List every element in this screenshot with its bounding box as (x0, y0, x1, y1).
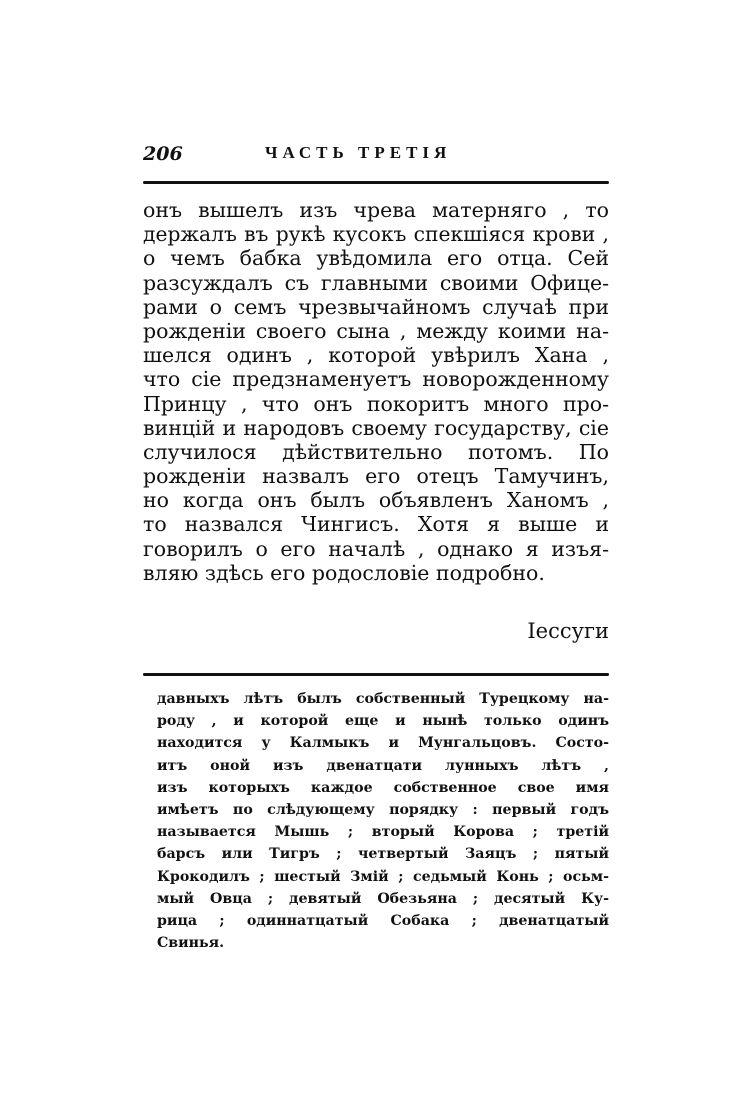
text-line: что сіе предзнаменуетъ новорожденному (143, 367, 609, 392)
text-line: то назвался Чингисъ. Хотя я выше и (143, 512, 609, 537)
text-line: говорилъ о его началѣ , однако я изъя- (143, 536, 609, 561)
text-line: онъ вышелъ изъ чрева матерняго , то (143, 198, 609, 222)
text-line: Принцу , что онъ покоритъ много про- (143, 391, 609, 416)
footnote-line: барсъ или Тигръ ; четвертый Заяцъ ; пятый (157, 846, 609, 863)
footnote-line: имѣетъ по слѣдующему порядку : первый годъ (157, 801, 609, 818)
catchword: Іессуги (527, 619, 609, 643)
text-line: держалъ въ рукѣ кусокъ спекшіяся крови , (143, 222, 609, 247)
footnote-line: роду , и которой еще и нынѣ только одинъ (157, 713, 609, 730)
footnote-line: Свинья. (157, 935, 225, 952)
text-line: вляю здѣсь его родословіе подробно. (143, 560, 545, 585)
footnote (157, 688, 609, 954)
footnote-line: называется Мышь ; вторый Корова ; третій (157, 824, 609, 841)
text-line: рами о семъ чрезвычайномъ случаѣ при (143, 294, 609, 319)
footnote-line: Крокодилъ ; шестый Змій ; седьмый Конь ; осьм- (157, 868, 609, 885)
text-line: случилося дѣйствительно потомъ. По (143, 439, 609, 464)
footnote-line: рица ; одиннатцатый Собака ; двенатцатый (157, 912, 609, 929)
text-line: разсуждалъ съ главными своими Офице- (143, 270, 609, 295)
section-title: ЧАСТЬ ТРЕТІЯ (265, 143, 452, 162)
footnote-line: давныхъ лѣтъ былъ собственный Турецкому на- (157, 691, 609, 707)
footnote-rule (143, 673, 609, 676)
main-text (143, 198, 609, 585)
header-rule (143, 181, 609, 184)
running-head (143, 143, 609, 167)
text-line: но когда онъ былъ объявленъ Ханомъ , (143, 488, 609, 513)
text-line: шелся одинъ , которой увѣрилъ Хана , (143, 343, 609, 368)
footnote-line: изъ которыхъ каждое собственное свое имя (157, 779, 609, 796)
page-number: 206 (143, 143, 183, 165)
footnote-line: итъ оной изъ двенатцати лунныхъ лѣтъ , (157, 757, 609, 774)
footnote-line: мый Овца ; девятый Обезьяна ; десятый Ку- (157, 890, 609, 907)
text-line: о чемъ бабка увѣдомила его отца. Сей (143, 246, 609, 271)
text-line: винцій и народовъ своему государству, сіе (143, 415, 609, 440)
text-line: рожденіи своего сына , между коими на- (143, 318, 609, 343)
text-line: рожденіи назвалъ его отецъ Тамучинъ, (143, 464, 609, 489)
footnote-line: находится у Калмыкъ и Мунгальцовъ. Состо- (157, 735, 609, 752)
